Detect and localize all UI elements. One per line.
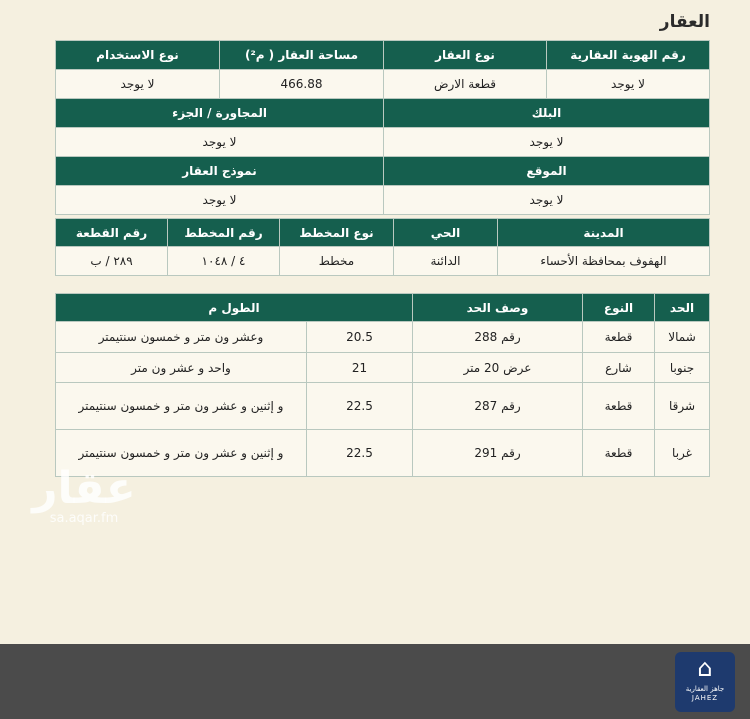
header-property-id: رقم الهوية العقارية (547, 41, 710, 70)
boundary-row (56, 430, 710, 477)
footer-bar (0, 644, 750, 719)
header-block: البلك (384, 99, 710, 128)
boundaries-table (55, 293, 710, 477)
section-title: العقار (659, 12, 710, 32)
header-usage-type: نوع الاستخدام (56, 41, 220, 70)
header-plot-number: رقم القطعة (56, 219, 168, 247)
boundaries-header-row (56, 294, 710, 322)
boundary-row (56, 322, 710, 353)
city-value-row (56, 247, 710, 276)
property-header-row (56, 41, 710, 70)
boundary-length: 22.5 (307, 430, 413, 477)
header-property-type: نوع العقار (384, 41, 547, 70)
building-icon: ⌂ (697, 654, 713, 682)
boundary-length: 21 (307, 353, 413, 383)
boundary-row (56, 383, 710, 430)
boundary-length: 22.5 (307, 383, 413, 430)
value-location: لا يوجد (384, 186, 710, 215)
property-value-row (56, 70, 710, 99)
value-neighborhood-part: لا يوجد (56, 128, 384, 157)
boundary-side: شرقا (655, 383, 710, 430)
boundary-type: قطعة (583, 430, 655, 477)
header-location: الموقع (384, 157, 710, 186)
value-district: الدائنة (394, 247, 498, 276)
property-table (55, 40, 710, 215)
watermark-word: عقار (32, 463, 136, 514)
boundary-type: قطعة (583, 383, 655, 430)
watermark-url: sa.aqar.fm (49, 511, 119, 526)
boundary-desc: رقم 287 (413, 383, 583, 430)
header-length: الطول م (56, 294, 413, 322)
value-property-type: قطعة الارض (384, 70, 547, 99)
header-plan-type: نوع المخطط (280, 219, 394, 247)
header-boundary-desc: وصف الحد (413, 294, 583, 322)
boundary-length-text: و إثنين و عشر ون متر و خمسون سنتيمتر (56, 383, 307, 430)
value-property-id: لا يوجد (547, 70, 710, 99)
city-header-row (56, 219, 710, 247)
header-city: المدينة (498, 219, 710, 247)
block-header-row (56, 99, 710, 128)
boundary-desc: رقم 288 (413, 322, 583, 353)
header-boundary-type: النوع (583, 294, 655, 322)
boundary-desc: رقم 291 (413, 430, 583, 477)
boundary-side: شمالا (655, 322, 710, 353)
boundary-length-text: واحد و عشر ون متر (56, 353, 307, 383)
city-table (55, 218, 710, 276)
value-property-model: لا يوجد (56, 186, 384, 215)
boundary-length: 20.5 (307, 322, 413, 353)
boundary-desc: عرض 20 متر (413, 353, 583, 383)
location-header-row (56, 157, 710, 186)
boundary-row (56, 353, 710, 383)
boundary-length-text: وعشر ون متر و خمسون سنتيمتر (56, 322, 307, 353)
value-block: لا يوجد (384, 128, 710, 157)
boundary-type: قطعة (583, 322, 655, 353)
logo-latin-name: JAHEZ (691, 694, 719, 702)
location-value-row (56, 186, 710, 215)
value-plot-number: ٢٨٩ / ب (56, 247, 168, 276)
header-boundary: الحد (655, 294, 710, 322)
boundary-side: جنوبا (655, 353, 710, 383)
boundary-side: غربا (655, 430, 710, 477)
boundary-type: شارع (583, 353, 655, 383)
jahez-logo[interactable] (675, 652, 735, 712)
value-city: الهفوف بمحافظة الأحساء (498, 247, 710, 276)
header-neighborhood-part: المجاورة / الجزء (56, 99, 384, 128)
block-value-row (56, 128, 710, 157)
value-usage-type: لا يوجد (56, 70, 220, 99)
value-property-area: 466.88 (220, 70, 384, 99)
boundary-length-text: و إثنين و عشر ون متر و خمسون سنتيمتر (56, 430, 307, 477)
header-plan-number: رقم المخطط (168, 219, 280, 247)
value-plan-type: مخطط (280, 247, 394, 276)
value-plan-number: ٤ / ١٠٤٨ (168, 247, 280, 276)
header-property-model: نموذج العقار (56, 157, 384, 186)
aqar-watermark (24, 463, 144, 526)
header-district: الحي (394, 219, 498, 247)
logo-arabic-name: جاهز العقارية (685, 685, 725, 693)
header-property-area: مساحة العقار ( م²) (220, 41, 384, 70)
